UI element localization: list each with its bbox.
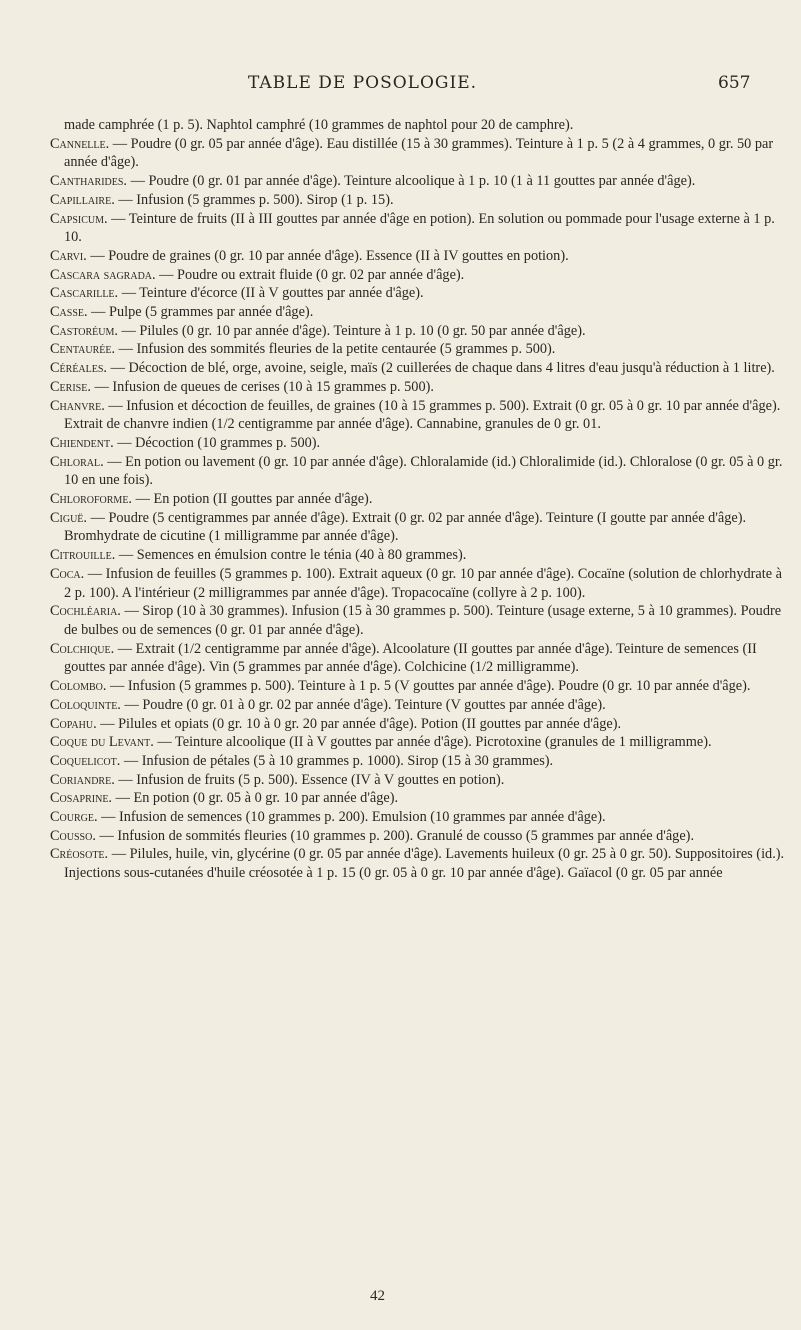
entry-term: Chiendent. (50, 434, 114, 451)
entry-text: — En potion (0 gr. 05 à 0 gr. 10 par année d'âge). (112, 790, 399, 807)
entry-text: — Infusion de pétales (5 à 10 grammes p. 1000). Sirop (15 à 30 grammes). (120, 752, 554, 769)
entry (50, 845, 785, 882)
entry (50, 172, 785, 191)
entry-text: — Poudre (0 gr. 05 par année d'âge). Eau distillée (15 à 30 grammes). Teinture à 1 p. 5 (2 à 4 grammes, 0 gr. 50 par année d'âge). (64, 135, 774, 171)
page-header (0, 73, 801, 97)
entry-text: — Infusion de queues de cerises (10 à 15 grammes p. 500). (90, 378, 434, 395)
entry-term: Chloroforme. (50, 491, 133, 508)
entry (50, 509, 785, 546)
entry (50, 696, 785, 715)
entry-text: — Infusion (5 grammes p. 500). Teinture à 1 p. 5 (V gouttes par année d'âge). Poudre (0 gr. 10 par année d'âge). (106, 678, 751, 695)
entry (50, 434, 785, 453)
entry-term: Cosaprine. (50, 790, 113, 807)
entry (50, 733, 785, 752)
entry-term: Coquelicot. (50, 752, 121, 769)
entry-text: — Poudre (5 centigrammes par année d'âge). Extrait (0 gr. 02 par année d'âge). Teinture (I goutte par année d'âge). Bromhydrate de cicutine (1 milligramme par année d'âge). (64, 509, 747, 545)
entry-term: Coloquinte. (50, 696, 121, 713)
entry-text: — Poudre de graines (0 gr. 10 par année d'âge). Essence (II à IV gouttes en potion). (86, 247, 569, 264)
entry-term: Cousso. (50, 827, 96, 844)
entry (50, 284, 785, 303)
entry (50, 191, 785, 210)
entry (50, 247, 785, 266)
entry-term: Cascarille. (50, 285, 119, 302)
entry-text: — Infusion de sommités fleuries (10 grammes p. 200). Granulé de cousso (5 grammes par année d'âge). (95, 827, 695, 844)
entry (50, 677, 785, 696)
signature-mark: 42 (370, 1288, 385, 1304)
entry (50, 490, 785, 509)
entry-text: — Poudre ou extrait fluide (0 gr. 02 par année d'âge). (155, 266, 465, 283)
entry-term: Coca. (50, 565, 85, 582)
entry-text: made camphrée (1 p. 5). Naphtol camphré (10 grammes de naphtol pour 20 de camphre). (64, 117, 574, 133)
entry (50, 771, 785, 790)
entry (50, 340, 785, 359)
entry-text: — Décoction de blé, orge, avoine, seigle, maïs (2 cuillerées de chaque dans 4 litres d'eau jusqu'à réduction à 1 litre). (107, 360, 775, 377)
entry (50, 266, 785, 285)
entry-text: — Infusion et décoction de feuilles, de graines (10 à 15 grammes p. 500). Extrait (0 gr. 05 à 0 gr. 10 par année d'âge). Extrait de chanvre indien (1/2 centigramme par année d'âge). Cannabine, granules de 0 gr. 01. (64, 397, 781, 433)
entry-text: — Pulpe (5 grammes par année d'âge). (87, 304, 314, 321)
entry-term: Céréales. (50, 360, 107, 377)
entry-term: Ciguë. (50, 509, 87, 526)
entry (50, 565, 785, 602)
entry (50, 808, 785, 827)
entry-term: Créosote. (50, 846, 109, 863)
entry-term: Colchique. (50, 640, 115, 657)
entry-text: — Teinture alcoolique (II à V gouttes par année d'âge). Picrotoxine (granules de 1 milligramme). (153, 734, 712, 751)
posology-entries (50, 116, 785, 883)
entry-text: — Teinture d'écorce (II à V gouttes par année d'âge). (118, 285, 424, 302)
entry-term: Citrouille. (50, 547, 116, 564)
entry-term: Chanvre. (50, 397, 105, 414)
entry (50, 602, 785, 639)
entry-text: — Infusion de semences (10 grammes p. 200). Emulsion (10 grammes par année d'âge). (97, 809, 606, 826)
entry (50, 210, 785, 247)
entry-term: Cerise. (50, 378, 91, 395)
entry-text: — Infusion de feuilles (5 grammes p. 100). Extrait aqueux (0 gr. 10 par année d'âge). Cocaïne (solution de chlorhydrate à 2 p. 100). A l'intérieur (2 milligrammes par année d'âge). Tropacocaïne (collyre à 2 p. 100). (64, 565, 782, 601)
entry-term: Copahu. (50, 715, 97, 732)
running-title: TABLE DE POSOLOGIE. (248, 73, 478, 93)
entry-text: — Pilules (0 gr. 10 par année d'âge). Teinture à 1 p. 10 (0 gr. 50 par année d'âge). (117, 322, 586, 339)
page-number: 657 (718, 73, 751, 93)
entry (50, 827, 785, 846)
entry-text: — Semences en émulsion contre le ténia (40 à 80 grammes). (115, 547, 467, 564)
entry-text: — Décoction (10 grammes p. 500). (113, 434, 321, 451)
entry-term: Coque du Levant. (50, 734, 154, 751)
entry-term: Courge. (50, 809, 98, 826)
entry-term: Castoréum. (50, 322, 118, 339)
entry-term: Colombo. (50, 678, 107, 695)
entry-term: Cascara sagrada. (50, 266, 156, 283)
entry-term: Capsicum. (50, 210, 108, 227)
entry (50, 378, 785, 397)
entry-term: Centaurée. (50, 341, 116, 358)
entry-text: — Teinture de fruits (II à III gouttes par année d'âge en potion). En solution ou pommade pour l'usage externe à 1 p. 10. (64, 210, 775, 246)
entry (50, 397, 785, 434)
entry-text: — En potion (II gouttes par année d'âge). (132, 491, 373, 508)
entry (50, 453, 785, 490)
entry-term: Carvi. (50, 247, 87, 264)
entry (50, 359, 785, 378)
entry-term: Cannelle. (50, 135, 110, 152)
entry (50, 546, 785, 565)
entry (50, 640, 785, 677)
entry-term: Casse. (50, 304, 88, 321)
entry-text: — En potion ou lavement (0 gr. 10 par année d'âge). Chloralamide (id.) Chloralimide (id.). Chloralose (0 gr. 05 à 0 gr. 10 en une fois). (64, 453, 783, 489)
entry-term: Coriandre. (50, 771, 115, 788)
entry (50, 715, 785, 734)
entry (50, 303, 785, 322)
entry-term: Cochléaria. (50, 603, 121, 620)
entry (50, 789, 785, 808)
entry-text: — Poudre (0 gr. 01 par année d'âge). Teinture alcoolique à 1 p. 10 (1 à 11 gouttes par année d'âge). (127, 173, 696, 190)
entry-text: — Infusion des sommités fleuries de la petite centaurée (5 grammes p. 500). (115, 341, 556, 358)
entry (50, 116, 785, 135)
entry-text: — Extrait (1/2 centigramme par année d'âge). Alcoolature (II gouttes par année d'âge). Teinture de semences (II gouttes par année d'âge). Vin (5 grammes par année d'âge). Colchicine (1/2 milligramme). (64, 640, 757, 676)
entry-text: — Infusion de fruits (5 p. 500). Essence (IV à V gouttes en potion). (114, 771, 505, 788)
entry (50, 322, 785, 341)
entry (50, 752, 785, 771)
entry-text: — Infusion (5 grammes p. 500). Sirop (1 p. 15). (114, 191, 394, 208)
entry-text: — Pilules, huile, vin, glycérine (0 gr. 05 par année d'âge). Lavements huileux (0 gr. 25 à 0 gr. 50). Suppositoires (id.). Injections sous-cutanées d'huile créosotée à 1 p. 15 (0 gr. 05 à 0 gr. 10 par année d'âge). Gaïacol (0 gr. 05 par année (64, 846, 785, 882)
entry-term: Chloral. (50, 453, 104, 470)
entry-text: — Sirop (10 à 30 grammes). Infusion (15 à 30 grammes p. 500). Teinture (usage externe, 5 à 10 grammes). Poudre de bulbes ou de semences (0 gr. 01 par année d'âge). (64, 603, 782, 638)
entry-term: Capillaire. (50, 191, 115, 208)
entry-text: — Pilules et opiats (0 gr. 10 à 0 gr. 20 par année d'âge). Potion (II gouttes par année d'âge). (96, 715, 622, 732)
entry (50, 135, 785, 172)
entry-term: Cantharides. (50, 173, 127, 190)
entry-text: — Poudre (0 gr. 01 à 0 gr. 02 par année d'âge). Teinture (V gouttes par année d'âge). (120, 696, 606, 713)
